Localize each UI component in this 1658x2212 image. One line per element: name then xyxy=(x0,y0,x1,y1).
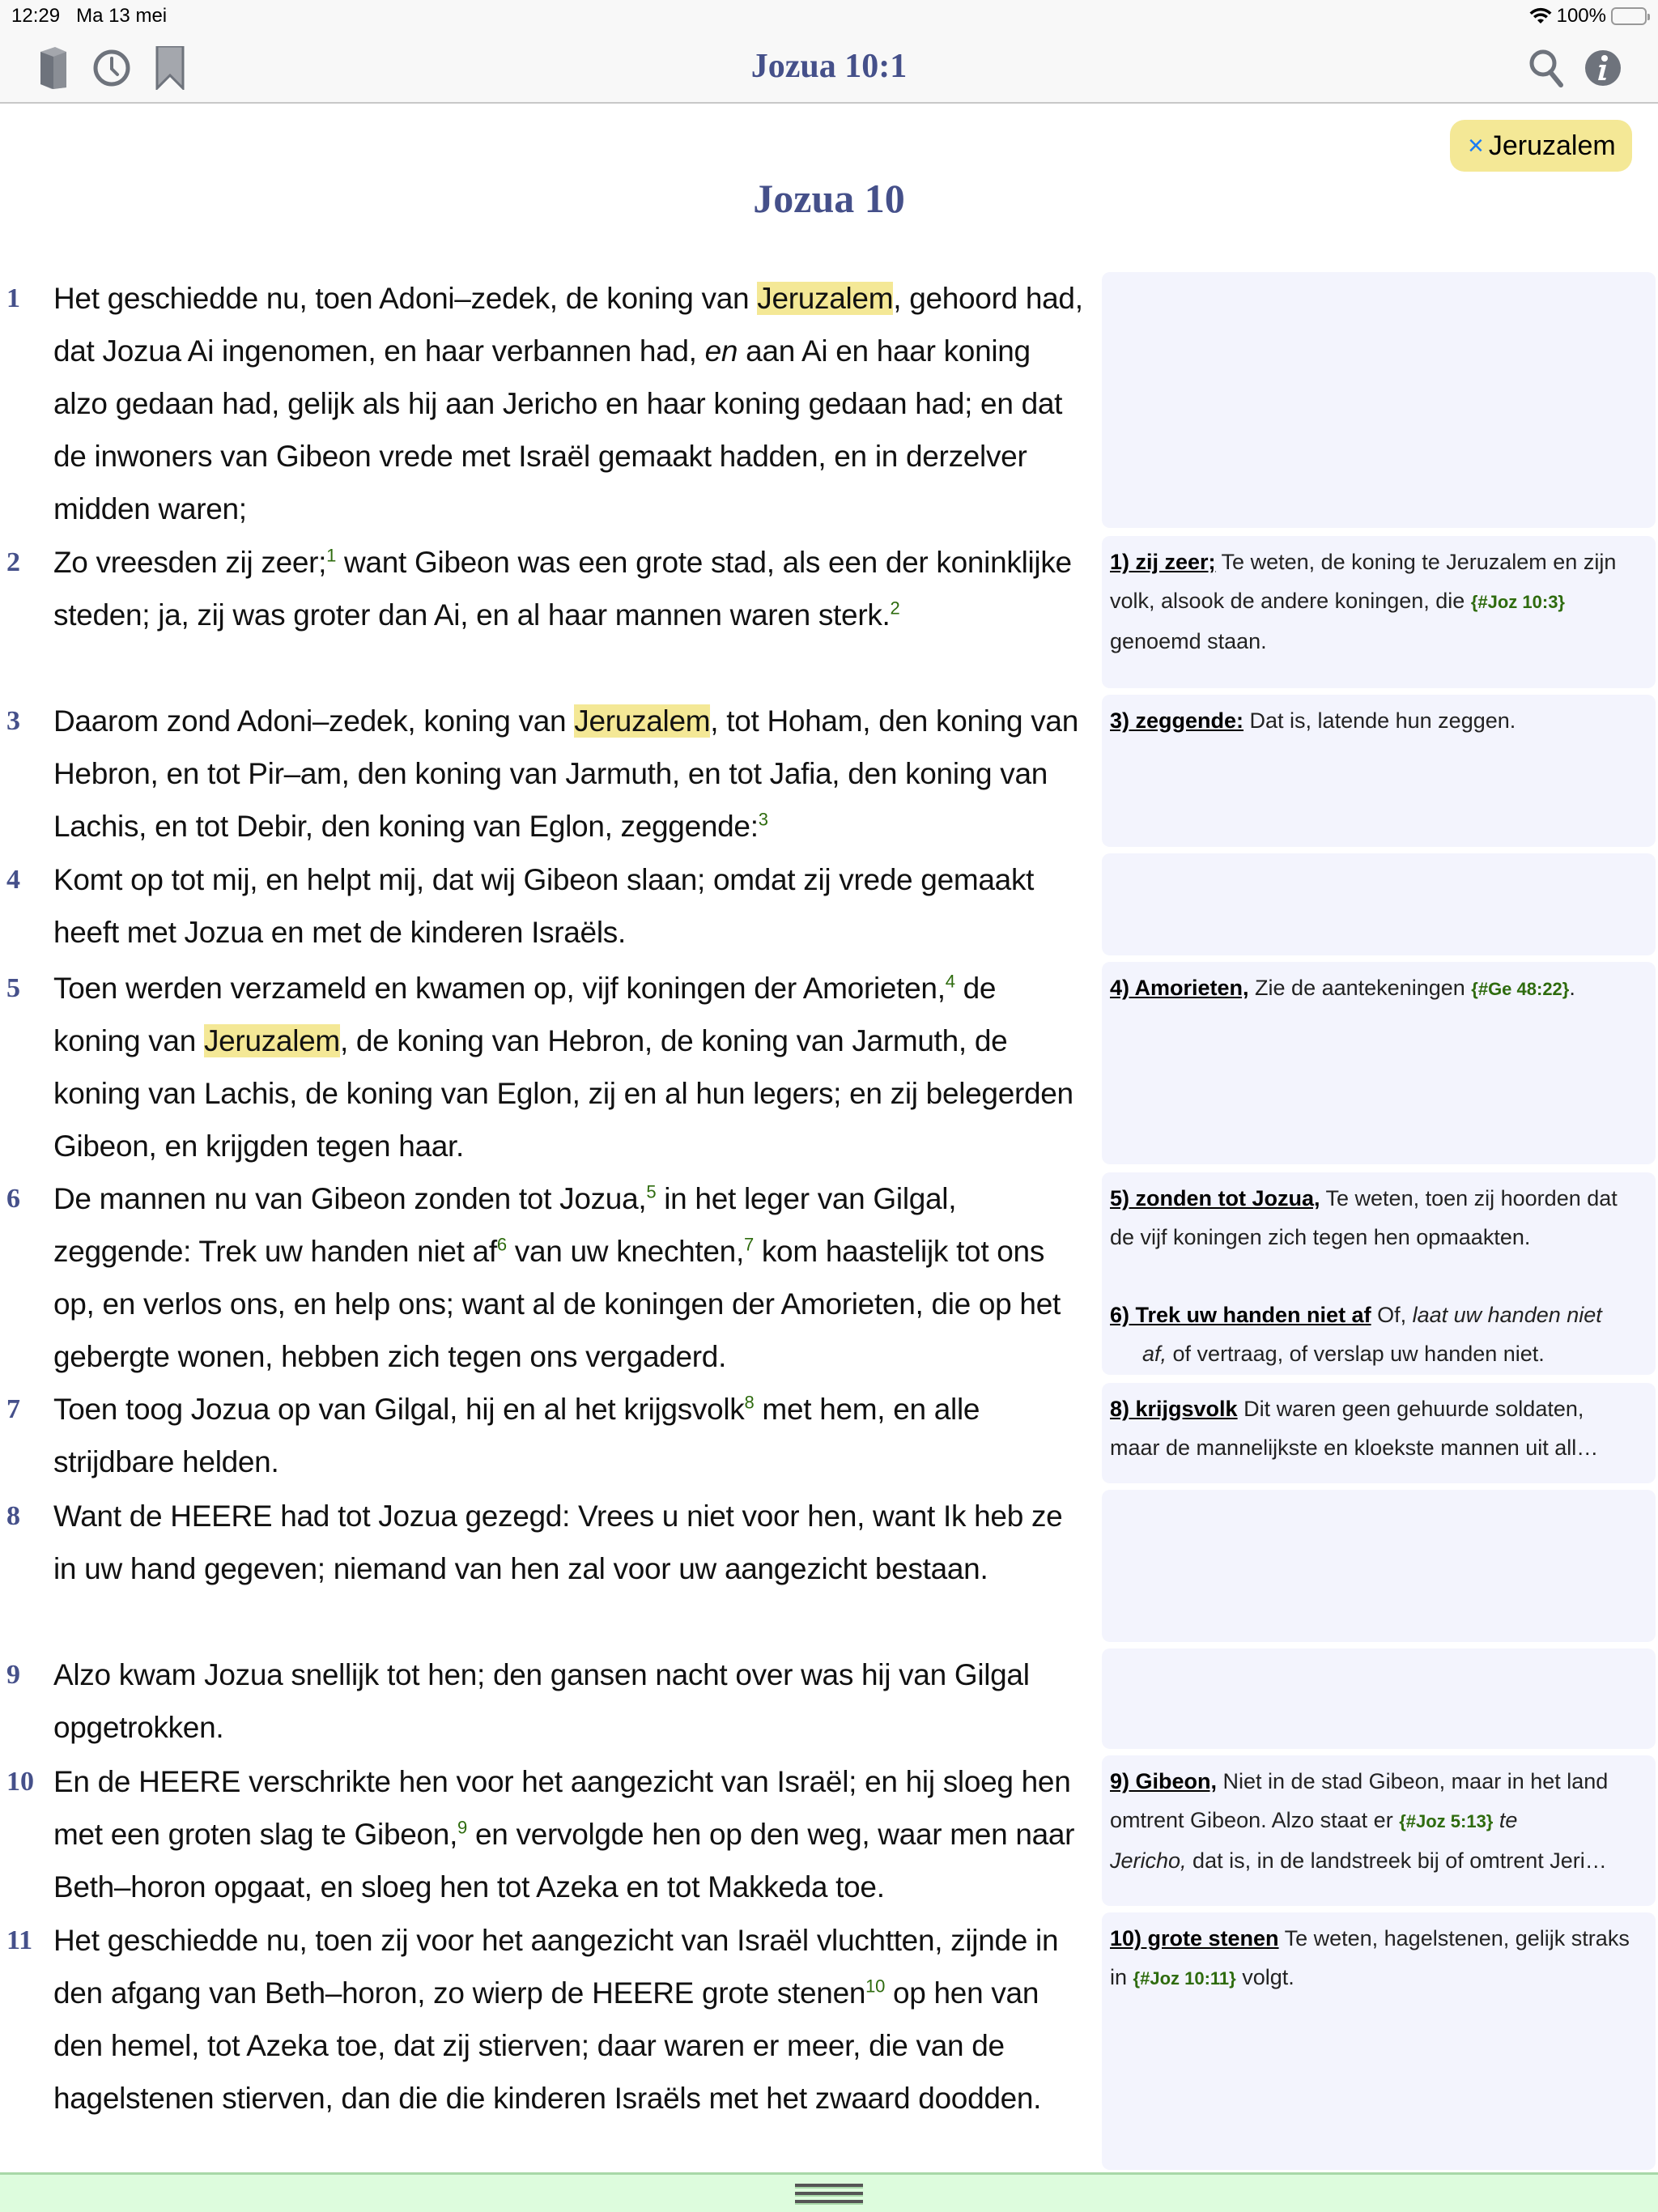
note-heading: 6) Trek uw handen niet af xyxy=(1110,1303,1371,1327)
verse-text: Daarom zond Adoni–zedek, koning van Jeruzalem, tot Hoham, den koning van Hebron, en tot Pir–am, den koning van Jarmuth, en tot Jafia, den koning van Lachis, en tot Debir, den koning van Eglon, zeggende:$^3$ xyxy=(53,704,1078,843)
note-box-verse-6[interactable]: 5) zonden tot Jozua, Te weten, toen zij hoorden dat de vijf koningen zich tegen hen opmaakten. 6) Trek uw handen niet af Of, laat uw handen niet af, of vertraag, of verslap uw handen niet. xyxy=(1102,1172,1656,1375)
search-highlight: Jeruzalem xyxy=(757,282,894,315)
note-heading: 1) zij zeer; xyxy=(1110,550,1216,574)
note-box-verse-2[interactable]: 1) zij zeer; Te weten, de koning te Jeruzalem en zijn volk, alsook de andere koningen, die {#Joz 10:3} genoemd staan. xyxy=(1102,536,1656,688)
note-box-verse-4 xyxy=(1102,853,1656,955)
verse-text: Toen toog Jozua op van Gilgal, hij en al het krijgsvolk$^8$ met hem, en alle strijdbare helden. xyxy=(53,1392,980,1478)
note-box-verse-9 xyxy=(1102,1648,1656,1749)
search-highlight: Jeruzalem xyxy=(574,704,711,738)
verse-number: 9 xyxy=(6,1660,20,1690)
verse-text: Het geschiedde nu, toen zij voor het aangezicht van Israël vluchtten, zijnde in den afgang van Beth–horon, zo wierp de HEERE grote stenen$^{10}$ op hen van den hemel, tot Azeka toe, dat zij stierven; daar waren er meer, die van de hagelstenen stierven, dan die die kinderen Israëls met het zwaard doodden. xyxy=(53,1924,1059,2115)
verse-text: Het geschiedde nu, toen Adoni–zedek, de koning van Jeruzalem, gehoord had, dat Jozua Ai ingenomen, en haar verbannen had, en aan Ai en haar koning alzo gedaan had, gelijk als hij aan Jericho en haar koning gedaan had; en dat de inwoners van Gibeon vrede met Israël gemaakt hadden, en in derzelver midden waren; xyxy=(53,282,1083,525)
status-date: Ma 13 mei xyxy=(76,5,168,27)
verse-text: De mannen nu van Gibeon zonden tot Jozua,$^5$ in het leger van Gilgal, zeggende: Trek uw handen niet $af^6$ van uw knechten,$^7$ kom haastelijk tot ons op, en verlos ons, en help ons; want al de koningen der Amorieten, die op het gebergte wonen, hebben zich tegen ons vergaderd. xyxy=(53,1181,1061,1373)
verse-number: 5 xyxy=(6,973,20,1003)
verse-number: 3 xyxy=(6,706,20,736)
footnote-marker[interactable]: 9 xyxy=(457,1817,467,1838)
note-box-verse-5[interactable]: 4) Amorieten, Zie de aantekeningen {#Ge 48:22}. xyxy=(1102,962,1656,1164)
footnote-marker[interactable]: 10 xyxy=(865,1976,886,1997)
chapter-title: Jozua 10 xyxy=(753,176,905,221)
note-box-verse-10[interactable]: 9) Gibeon, Niet in de stad Gibeon, maar in het land omtrent Gibeon. Alzo staat er {#Joz 5:13} te Jericho, dat is, in de landstreek bij of omtrent Jeri… xyxy=(1102,1755,1656,1906)
note-box-verse-1 xyxy=(1102,272,1656,528)
verse-number: 11 xyxy=(6,1925,33,1955)
note-heading: 8) krijgsvolk xyxy=(1110,1397,1238,1421)
footnote-marker[interactable]: 4 xyxy=(945,971,955,992)
note-box-verse-11[interactable]: 10) grote stenen Te weten, hagelstenen, gelijk straks in {#Joz 10:11} volgt. xyxy=(1102,1912,1656,2170)
note-heading: 5) zonden tot Jozua, xyxy=(1110,1186,1320,1210)
search-button[interactable] xyxy=(1525,47,1567,89)
status-bar xyxy=(0,0,1658,32)
note-box-verse-3[interactable]: 3) zeggende: Dat is, latende hun zeggen. xyxy=(1102,695,1656,847)
status-right xyxy=(1529,5,1647,28)
footnote-marker[interactable]: 5 xyxy=(646,1181,657,1202)
note-box-verse-7[interactable]: 8) krijgsvolk Dit waren geen gehuurde soldaten, maar de mannelijkste en kloekste mannen uit all… xyxy=(1102,1383,1656,1483)
verse-number: 10 xyxy=(6,1767,34,1797)
cross-reference-link[interactable]: {#Joz 10:11} xyxy=(1133,1968,1236,1989)
page-title[interactable]: Jozua 10:1 xyxy=(750,48,908,85)
verse-number: 4 xyxy=(6,865,20,895)
note-box-verse-8 xyxy=(1102,1490,1656,1642)
note-heading: 4) Amorieten, xyxy=(1110,976,1249,1000)
footnote-marker[interactable]: 2 xyxy=(890,598,900,619)
status-time xyxy=(11,5,167,28)
verse-number: 7 xyxy=(6,1394,20,1424)
cross-reference-link[interactable]: {#Joz 10:3} xyxy=(1470,592,1565,612)
verse-text: Toen werden verzameld en kwamen op, vijf koningen der Amorieten,$^4$ de koning van Jeruzalem, de koning van Hebron, de koning van Jarmuth, de koning van Lachis, de koning van Eglon, zij en al hun legers; en zij belegerden Gibeon, en krijgden tegen haar. xyxy=(53,971,1073,1163)
verse-number: 2 xyxy=(6,547,20,577)
note-heading: 3) zeggende: xyxy=(1110,708,1244,733)
footnote-marker[interactable]: 6 xyxy=(496,1234,507,1255)
verse-text: Zo vreesden zij zeer;$^1$ want Gibeon was een grote stad, als een der koninklijke steden; ja, zij was groter dan Ai, en al haar mannen waren sterk.$^2$ xyxy=(53,545,1072,632)
search-filter-chip[interactable] xyxy=(1450,120,1632,172)
verse-text: Alzo kwam Jozua snellijk tot hen; den gansen nacht over was hij van Gilgal opgetrokken. xyxy=(53,1658,1030,1744)
navigation-bar xyxy=(0,32,1658,104)
verse-text: Want de HEERE had tot Jozua gezegd: Vrees u niet voor hen, want Ik heb ze in uw hand gegeven; niemand van hen zal voor uw aangezicht bestaan. xyxy=(53,1499,1063,1585)
panel-resize-bar[interactable] xyxy=(0,2172,1658,2212)
footnote-marker[interactable]: 7 xyxy=(743,1234,754,1255)
footnote-marker[interactable]: 1 xyxy=(326,545,337,566)
battery-icon xyxy=(1611,7,1647,25)
cross-reference-link[interactable]: {#Ge 48:22} xyxy=(1471,979,1570,999)
close-icon[interactable]: × xyxy=(1468,130,1484,161)
wifi-icon xyxy=(1529,7,1552,25)
verse-text: Komt op tot mij, en helpt mij, dat wij Gibeon slaan; omdat zij vrede gemaakt heeft met Jozua en met de kinderen Israëls. xyxy=(53,863,1035,949)
info-icon xyxy=(1584,49,1622,87)
verse-number: 1 xyxy=(6,283,20,313)
verse-text: En de HEERE verschrikte hen voor het aangezicht van Israël; en hij sloeg hen met een groten slag te Gibeon,$^9$ en vervolgde hen op den weg, waar men naar Beth–horon opgaat, en sloeg hen tot Azeka en tot Makkeda toe. xyxy=(53,1765,1075,1904)
search-icon xyxy=(1528,49,1564,87)
info-button[interactable] xyxy=(1582,47,1624,89)
filter-chip-label: Jeruzalem xyxy=(1488,130,1616,161)
footnote-marker[interactable]: 8 xyxy=(744,1392,755,1413)
footnote-marker[interactable]: 3 xyxy=(758,809,768,830)
search-highlight: Jeruzalem xyxy=(203,1024,340,1057)
battery-percent: 100% xyxy=(1556,5,1606,27)
drag-handle-icon[interactable] xyxy=(795,2184,863,2203)
verse-number: 8 xyxy=(6,1501,20,1531)
note-heading: 9) Gibeon, xyxy=(1110,1769,1218,1793)
verse-number: 6 xyxy=(6,1184,20,1214)
cross-reference-link[interactable]: {#Joz 5:13} xyxy=(1399,1811,1494,1831)
note-heading: 10) grote stenen xyxy=(1110,1926,1279,1950)
clock-time: 12:29 xyxy=(11,5,61,27)
